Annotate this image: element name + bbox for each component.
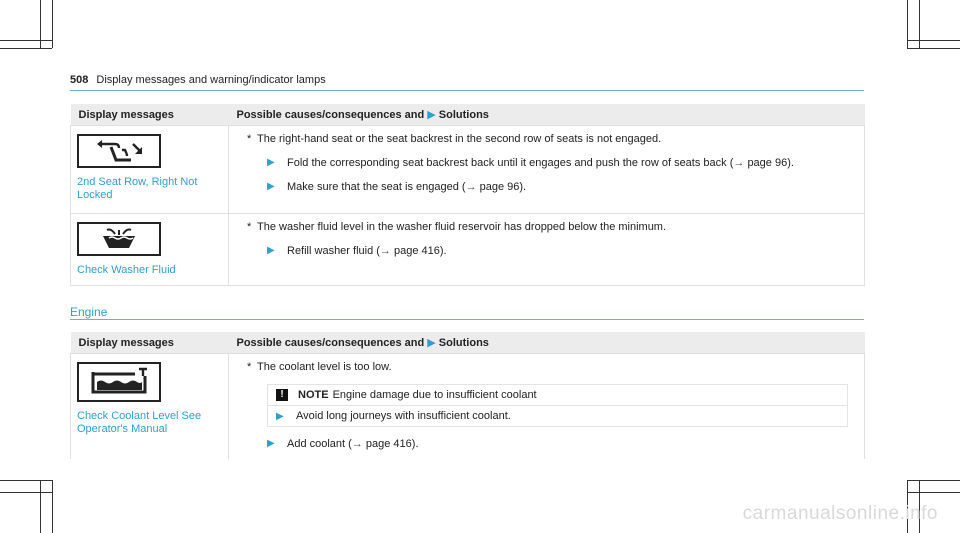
note-box — [267, 384, 848, 427]
page-reference[interactable]: page 96 — [747, 157, 788, 169]
solution-triangle-icon: ▶ — [427, 337, 436, 349]
table-row — [71, 126, 865, 214]
page-reference[interactable]: page 416 — [393, 245, 440, 257]
col-display-messages: Display messages — [71, 104, 229, 126]
page-reference[interactable]: page 416 — [365, 438, 412, 450]
cause-text: * The right-hand seat or the seat backrest in the second row of seats is not engaged. — [247, 133, 662, 145]
message-label: 2nd Seat Row, Right Not Locked — [77, 176, 198, 201]
action-item: ▶ Add coolant (→ page 416). — [267, 438, 419, 450]
crop-mark — [907, 40, 960, 41]
action-item: ▶ Refill washer fluid (→ page 416). — [267, 245, 447, 257]
crop-mark — [907, 48, 960, 49]
note-action: Avoid long journeys with insufficient coolant. — [296, 410, 511, 422]
action-triangle-icon: ▶ — [267, 245, 275, 256]
crop-mark — [52, 480, 53, 533]
action-triangle-icon: ▶ — [267, 438, 275, 449]
cause-text: * The coolant level is too low. — [247, 361, 392, 373]
page-header — [70, 74, 326, 86]
page-number: 508 — [70, 74, 89, 86]
note-text: Engine damage due to insufficient coolant — [332, 389, 537, 401]
crop-mark — [0, 40, 52, 41]
page-header-title: Display messages and warning/indicator lamps — [96, 74, 326, 86]
crop-mark — [0, 492, 52, 493]
action-triangle-icon: ▶ — [267, 181, 275, 192]
causes-cell — [229, 126, 865, 214]
crop-mark — [40, 480, 41, 533]
coolant-level-icon — [77, 362, 161, 402]
col-display-messages: Display messages — [71, 332, 229, 354]
note-label: NOTE — [298, 389, 329, 401]
message-cell — [71, 126, 229, 214]
action-item: ▶ Fold the corresponding seat backrest back until it engages and push the row of seats back (→ page 96). — [267, 157, 794, 169]
crop-mark — [907, 480, 960, 481]
crop-mark — [52, 0, 53, 48]
col-causes-solutions: Possible causes/consequences and ▶ Solutions — [229, 104, 865, 126]
section-title: Engine — [70, 305, 108, 319]
table-row — [71, 214, 865, 286]
page-reference[interactable]: page 96 — [479, 181, 520, 193]
warning-icon: ! — [276, 389, 288, 401]
message-label: Check Washer Fluid — [77, 264, 176, 276]
table-header-row — [71, 104, 865, 126]
action-item: ▶ Make sure that the seat is engaged (→ page 96). — [267, 181, 527, 193]
watermark: carmanualsonline.info — [742, 503, 938, 524]
col-causes-solutions: Possible causes/consequences and ▶ Solutions — [229, 332, 865, 354]
action-triangle-icon: ▶ — [276, 410, 284, 422]
crop-mark — [0, 48, 52, 49]
crop-mark — [907, 492, 960, 493]
action-triangle-icon: ▶ — [267, 157, 275, 168]
washer-fluid-icon — [77, 222, 161, 256]
display-messages-table — [70, 104, 865, 286]
solution-triangle-icon: ▶ — [427, 109, 436, 121]
engine-messages-table — [70, 332, 865, 459]
causes-cell — [229, 354, 865, 460]
header-rule — [70, 90, 864, 91]
seat-backrest-icon — [77, 134, 161, 168]
cause-text: * The washer fluid level in the washer fluid reservoir has dropped below the minimum. — [247, 221, 667, 233]
message-label: Check Coolant Level See Operator's Manual — [77, 410, 202, 435]
section-rule — [70, 319, 864, 320]
crop-mark — [0, 480, 52, 481]
table-row — [71, 354, 865, 460]
table-header-row — [71, 332, 865, 354]
causes-cell — [229, 214, 865, 286]
message-cell — [71, 354, 229, 460]
message-cell — [71, 214, 229, 286]
